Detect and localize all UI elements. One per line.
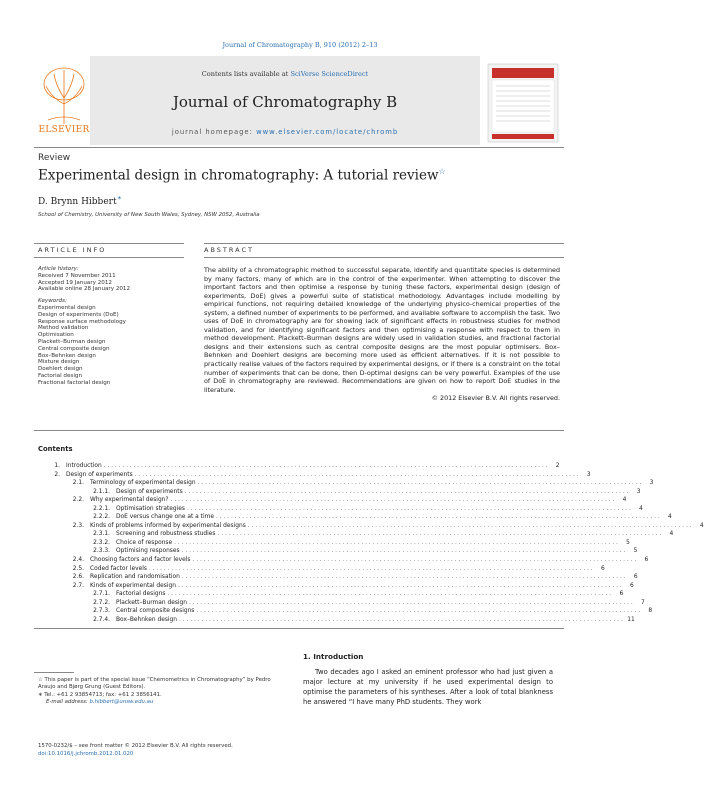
- article-info-block: [38, 266, 188, 387]
- toc-entry[interactable]: [38, 488, 641, 497]
- footnotes: [38, 677, 286, 707]
- toc-entry-number: 2.7.1.: [93, 591, 110, 598]
- journal-title: Journal of Chromatography B: [172, 93, 398, 111]
- toc-leader-dots: . . . . . . . . . . . . . . . . . . . . . . . . . . . . . . . . . . . . . . . . . . . . . . . . . . . . . . . . . . . . . . . . . . . . . . . . . . . . . . . . . . . . . . . . . . . . . . . . . . . . . . . . . . . . . . . . . . . . . . .: [197, 480, 642, 487]
- toc-entry-label: Central composite designs: [116, 608, 195, 615]
- toc-entry-page: 6: [644, 557, 649, 564]
- homepage-link[interactable]: www.elsevier.com/locate/chromb: [256, 128, 399, 136]
- toc-leader-dots: . . . . . . . . . . . . . . . . . . . . . . . . . . . . . . . . . . . . . . . . . . . . . . . . . . . . . . . . . . . . . . . . . . . . . . . . . . . . . . . . . . . . . . . . . . . . . . . . . . . . . . . . . . . . . . . . . . . . . . .: [181, 548, 626, 555]
- email-label: E-mail address:: [46, 699, 90, 706]
- introduction-heading: 1. Introduction: [303, 652, 364, 661]
- author-affiliation: School of Chemistry, University of New South Wales, Sydney, NSW 2052, Australia: [38, 212, 260, 218]
- toc-entry-number: 2.5.: [72, 565, 84, 572]
- toc-entry-page: 3: [586, 471, 591, 478]
- table-of-contents: [38, 462, 704, 624]
- toc-entry-number: 2.7.2.: [93, 599, 110, 606]
- article-info-heading: ARTICLE INFO: [38, 246, 107, 254]
- toc-leader-dots: . . . . . . . . . . . . . . . . . . . . . . . . . . . . . . . . . . . . . . . . . . . . . . . . . . . . . . . . . . . . . . . . . . . . . . . . . . . . . . . . . . . . . . . . . . . . . . . . . . . . . . . . . . . . . . . . . . . . . . .: [215, 514, 660, 521]
- keyword-item: Fractional factorial design: [38, 379, 111, 386]
- footnote-special-issue: ☆ This paper is part of the special issue “Chemometrics in Chromatography” by Pedro Araujo and Bjørg Grung (Guest Editors).: [38, 677, 271, 691]
- toc-entry[interactable]: [38, 582, 634, 591]
- toc-entry[interactable]: [38, 616, 635, 625]
- toc-entry-label: Design of experiments: [66, 471, 133, 478]
- history-accepted: Accepted 19 January 2012: [38, 279, 112, 286]
- toc-entry-label: Kinds of experimental design: [90, 582, 176, 589]
- history-label: Article history:: [38, 266, 79, 272]
- toc-leader-dots: . . . . . . . . . . . . . . . . . . . . . . . . . . . . . . . . . . . . . . . . . . . . . . . . . . . . . . . . . . . . . . . . . . . . . . . . . . . . . . . . . . . . . . . . . . . . . . . . . . . . . . . . . . . . . . . . . . . . . . .: [181, 574, 626, 581]
- toc-entry-page: 3: [649, 480, 654, 487]
- toc-entry-page: 6: [633, 574, 638, 581]
- header-rule: [34, 147, 564, 148]
- toc-entry-number: 2.7.4.: [93, 616, 110, 623]
- toc-entry-label: Terminology of experimental design: [90, 480, 196, 487]
- toc-entry-number: 2.1.: [72, 480, 84, 487]
- issn-line: 1570-0232/$ – see front matter © 2012 Elsevier B.V. All rights reserved.: [38, 743, 233, 749]
- toc-entry-page: 4: [668, 514, 672, 521]
- toc-entry-label: Optimising responses: [116, 548, 180, 555]
- toc-entry[interactable]: [38, 471, 591, 480]
- toc-entry-label: Design of experiments: [116, 488, 183, 495]
- toc-entry-number: 2.1.1.: [93, 488, 110, 495]
- journal-cover-image: [488, 64, 558, 142]
- toc-leader-dots: . . . . . . . . . . . . . . . . . . . . . . . . . . . . . . . . . . . . . . . . . . . . . . . . . . . . . . . . . . . . . . . . . . . . . . . . . . . . . . . . . . . . . . . . . . . . . . . . . . . . . . . . . . . . . . . . . . . . . . .: [189, 599, 633, 606]
- toc-entry-label: Choosing factors and factor levels: [90, 557, 191, 564]
- footnote-contact: ∗ Tel.: +61 2 93854713; fax: +61 2 3856141.: [38, 691, 162, 698]
- toc-leader-dots: . . . . . . . . . . . . . . . . . . . . . . . . . . . . . . . . . . . . . . . . . . . . . . . . . . . . . . . . . . . . . . . . . . . . . . . . . . . . . . . . . . . . . . . . . . . . . . . . . . . . . . . . . . . . . . . . . . . . . . .: [134, 471, 579, 478]
- toc-entry-number: 2.2.: [72, 497, 84, 504]
- toc-entry-page: 4: [638, 505, 643, 512]
- toc-entry-label: Plackett–Burman design: [116, 599, 188, 606]
- toc-entry-page: 6: [619, 591, 624, 598]
- toc-entry[interactable]: [38, 565, 605, 574]
- contents-availability: [90, 70, 480, 78]
- toc-leader-dots: . . . . . . . . . . . . . . . . . . . . . . . . . . . . . . . . . . . . . . . . . . . . . . . . . . . . . . . . . . . . . . . . . . . . . . . . . . . . . . . . . . . . . . . . . . . . . . . . . . . . . . . . . . . . . . . . . . . . . . .: [103, 463, 548, 469]
- toc-entry-number: 2.4.: [72, 557, 84, 564]
- toc-leader-dots: . . . . . . . . . . . . . . . . . . . . . . . . . . . . . . . . . . . . . . . . . . . . . . . . . . . . . . . . . . . . . . . . . . . . . . . . . . . . . . . . . . . . . . . . . . . . . . . . . . . . . . . . . . . . . . . . . . . . . . .: [196, 608, 641, 615]
- toc-entry-number: 2.3.1.: [93, 531, 110, 538]
- toc-entry[interactable]: [38, 547, 638, 556]
- toc-entry-page: 11: [627, 616, 635, 623]
- article-author: [38, 193, 122, 207]
- toc-entry-page: 3: [636, 488, 641, 495]
- history-received: Received 7 November 2011: [38, 272, 116, 279]
- keyword-item: Central composite design: [38, 345, 110, 352]
- contents-prefix: Contents lists available at: [201, 70, 291, 78]
- toc-entry-label: Optimisation strategies: [116, 505, 185, 512]
- title-footnote-mark[interactable]: ☆: [438, 167, 446, 176]
- keyword-item: Experimental design: [38, 304, 96, 311]
- toc-leader-dots: . . . . . . . . . . . . . . . . . . . . . . . . . . . . . . . . . . . . . . . . . . . . . . . . . . . . . . . . . . . . . . . . . . . . . . . . . . . . . . . . . . . . . . . . . . . . . . . . . . . . . . . . . . . . . . . . . . . . . . .: [186, 505, 631, 512]
- introduction-text: Two decades ago I asked an eminent professor who had just given a major lecture at my university if he used experimental design to optimise the parameters of his syntheses. After a look of total blankness he answered “I have many PhD students. They work: [303, 668, 553, 706]
- abstract-bottom-rule: [34, 430, 564, 431]
- toc-entry-page: 7: [641, 599, 645, 606]
- toc-entry-page: 6: [630, 582, 634, 589]
- toc-leader-dots: . . . . . . . . . . . . . . . . . . . . . . . . . . . . . . . . . . . . . . . . . . . . . . . . . . . . . . . . . . . . . . . . . . . . . . . . . . . . . . . . . . . . . . . . . . . . . . . . . . . . . . . . . . . . . . . . . . . . . . .: [184, 488, 629, 495]
- keyword-item: Box–Behnken design: [38, 352, 96, 359]
- homepage-prefix: journal homepage:: [171, 128, 257, 136]
- bottom-metadata: [38, 743, 286, 758]
- toc-entry-number: 2.7.: [72, 582, 84, 589]
- toc-leader-dots: . . . . . . . . . . . . . . . . . . . . . . . . . . . . . . . . . . . . . . . . . . . . . . . . . . . . . . . . . . . . . . . . . . . . . . . . . . . . . . . . . . . . . . . . . . . . . . . . . . . . . . . . . . . . . . . . . . . . . . .: [148, 565, 593, 572]
- copyright-notice: © 2012 Elsevier B.V. All rights reserved.: [431, 394, 560, 403]
- toc-entry[interactable]: [38, 462, 560, 471]
- sciencedirect-link[interactable]: SciVerse ScienceDirect: [290, 70, 369, 78]
- toc-entry-label: Kinds of problems informed by experimental designs: [90, 522, 246, 529]
- toc-entry-label: Factorial designs: [116, 591, 166, 598]
- toc-entry-label: DoE versus change one at a time: [116, 514, 214, 521]
- keyword-item: Design of experiments (DoE): [38, 311, 119, 318]
- toc-entry[interactable]: [38, 513, 672, 522]
- article-section-label: Review: [38, 153, 71, 163]
- toc-entry[interactable]: [38, 496, 627, 505]
- keyword-item: Factorial design: [38, 372, 82, 379]
- toc-entry-label: Replication and randomisation: [90, 574, 180, 581]
- contents-heading: Contents: [38, 445, 73, 453]
- toc-entry[interactable]: [38, 522, 704, 531]
- toc-entry-number: 2.6.: [72, 574, 84, 581]
- toc-leader-dots: . . . . . . . . . . . . . . . . . . . . . . . . . . . . . . . . . . . . . . . . . . . . . . . . . . . . . . . . . . . . . . . . . . . . . . . . . . . . . . . . . . . . . . . . . . . . . . . . . . . . . . . . . . . . . . . . . . . . . . .: [177, 582, 622, 589]
- toc-entry-label: Coded factor levels: [90, 565, 147, 572]
- elsevier-tree-logo: [40, 64, 88, 126]
- toc-leader-dots: . . . . . . . . . . . . . . . . . . . . . . . . . . . . . . . . . . . . . . . . . . . . . . . . . . . . . . . . . . . . . . . . . . . . . . . . . . . . . . . . . . . . . . . . . . . . . . . . . . . . . . . . . . . . . . . . . . . . . . .: [192, 557, 637, 564]
- toc-entry[interactable]: [38, 479, 654, 488]
- toc-entry-page: 2: [555, 463, 560, 469]
- toc-entry-number: 2.: [54, 471, 60, 478]
- keyword-item: Method validation: [38, 325, 89, 332]
- toc-entry-number: 2.3.2.: [93, 539, 110, 546]
- toc-entry-number: 2.2.1.: [93, 505, 110, 512]
- toc-entry[interactable]: [38, 607, 653, 616]
- toc-entry-page: 5: [633, 548, 638, 555]
- keyword-item: Response surface methodology: [38, 318, 126, 325]
- toc-entry-label: Introduction: [66, 463, 102, 469]
- toc-entry-number: 2.3.3.: [93, 548, 110, 555]
- keyword-item: Doehlert design: [38, 366, 83, 373]
- footnote-rule: [34, 672, 74, 673]
- toc-entry-number: 2.3.: [72, 522, 84, 529]
- toc-entry-label: Choice of response: [116, 539, 173, 546]
- author-email-link[interactable]: b.hibbert@unsw.edu.au: [89, 699, 154, 706]
- toc-leader-dots: . . . . . . . . . . . . . . . . . . . . . . . . . . . . . . . . . . . . . . . . . . . . . . . . . . . . . . . . . . . . . . . . . . . . . . . . . . . . . . . . . . . . . . . . . . . . . . . . . . . . . . . . . . . . . . . . . . . . . . .: [167, 591, 612, 598]
- author-footnote-mark[interactable]: ∗: [116, 193, 122, 202]
- article-info-rule-top: [34, 243, 184, 244]
- keyword-item: Plackett–Burman design: [38, 338, 106, 345]
- toc-entry[interactable]: [38, 556, 649, 565]
- article-info-rule-bottom: [34, 257, 184, 258]
- toc-entry-page: 4: [622, 497, 627, 504]
- keyword-item: Optimisation: [38, 332, 74, 339]
- toc-entry-page: 5: [626, 539, 630, 546]
- abstract-heading: ABSTRACT: [204, 246, 254, 254]
- toc-entry[interactable]: [38, 539, 630, 548]
- keywords-label: Keywords:: [38, 298, 67, 305]
- toc-entry[interactable]: [38, 573, 638, 582]
- toc-leader-dots: . . . . . . . . . . . . . . . . . . . . . . . . . . . . . . . . . . . . . . . . . . . . . . . . . . . . . . . . . . . . . . . . . . . . . . . . . . . . . . . . . . . . . . . . . . . . . . . . . . . . . . . . . . . . . . . . . . . . . . .: [170, 497, 615, 504]
- toc-entry-page: 4: [699, 522, 704, 529]
- journal-homepage: [90, 128, 480, 136]
- toc-entry-number: 2.7.3.: [93, 608, 110, 615]
- publisher-name: ELSEVIER: [38, 125, 90, 135]
- toc-entry-page: 4: [669, 531, 674, 538]
- abstract-block: [204, 266, 560, 403]
- toc-leader-dots: . . . . . . . . . . . . . . . . . . . . . . . . . . . . . . . . . . . . . . . . . . . . . . . . . . . . . . . . . . . . . . . . . . . . . . . . . . . . . . . . . . . . . . . . . . . . . . . . . . . . . . . . . . . . . . . . . . . . . . .: [174, 539, 618, 546]
- abstract-text: The ability of a chromatographic method to successful separate, identify and quantitate species is determined by many factors, many of which are in the control of the experimenter. When attempting to discover the important factors and then optimise a response by tuning these factors, experimental design (design of experiments, DoE) gives a powerful suite of statistical methodology. Advantages include modelling by empirical functions, not requiring detailed knowledge of the underlying physico-chemical properties of the system, a defined number of experiments to be performed, and available software to accomplish the task. Two uses of DoE in chromatography are for showing lack of significant effects in robustness studies for method validation, and for identifying significant factors and then optimising a response with respect to them in method development. Plackett–Burman designs are widely used in validation studies, and fractional factorial designs and their extensions such as central composite designs are the most popular optimisers. Box–Behnken and Doehlert designs are becoming more used as efficient alternatives. If it is not possible to practically realise values of the factors required by experimental designs, or if there is a constraint on the total number of experiments that can be done, then D-optimal designs can be very powerful. Examples of the use of DoE in chromatography are reviewed. Recommendations are given on how to report DoE studies in the literature.: [204, 266, 560, 394]
- toc-entry[interactable]: [38, 599, 645, 608]
- abstract-rule-bottom: [204, 257, 564, 258]
- toc-leader-dots: . . . . . . . . . . . . . . . . . . . . . . . . . . . . . . . . . . . . . . . . . . . . . . . . . . . . . . . . . . . . . . . . . . . . . . . . . . . . . . . . . . . . . . . . . . . . . . . . . . . . . . . . . . . . . . . . . . . . . . .: [179, 616, 623, 623]
- toc-entry-label: Why experimental design?: [90, 497, 169, 504]
- keyword-item: Mixture design: [38, 359, 80, 366]
- footnote-email-line: [38, 699, 286, 706]
- toc-leader-dots: . . . . . . . . . . . . . . . . . . . . . . . . . . . . . . . . . . . . . . . . . . . . . . . . . . . . . . . . . . . . . . . . . . . . . . . . . . . . . . . . . . . . . . . . . . . . . . . . . . . . . . . . . . . . . . . . . . . . . . .: [217, 531, 662, 538]
- author-name: D. Brynn Hibbert: [38, 197, 117, 207]
- toc-entry[interactable]: [38, 590, 624, 599]
- toc-entry-page: 6: [600, 565, 605, 572]
- toc-entry[interactable]: [38, 505, 643, 514]
- toc-entry-label: Box–Behnken design: [116, 616, 177, 623]
- journal-citation[interactable]: Journal of Chromatography B, 910 (2012) 2–13: [222, 41, 378, 49]
- toc-entry-number: 1.: [54, 463, 60, 469]
- history-online: Available online 28 January 2012: [38, 286, 131, 293]
- keyword-list: [38, 305, 188, 387]
- doi-link[interactable]: doi:10.1016/j.jchromb.2012.01.020: [38, 750, 134, 757]
- contents-bottom-rule: [34, 628, 564, 629]
- toc-entry-page: 8: [648, 608, 653, 615]
- toc-entry-label: Screening and robustness studies: [116, 531, 216, 538]
- abstract-rule-top: [204, 243, 564, 244]
- article-title: [38, 167, 446, 184]
- toc-leader-dots: . . . . . . . . . . . . . . . . . . . . . . . . . . . . . . . . . . . . . . . . . . . . . . . . . . . . . . . . . . . . . . . . . . . . . . . . . . . . . . . . . . . . . . . . . . . . . . . . . . . . . . . . . . . . . . . . . . . . . . .: [247, 522, 692, 529]
- article-title-text: Experimental design in chromatography: A tutorial review: [38, 167, 439, 184]
- toc-entry[interactable]: [38, 530, 674, 539]
- toc-entry-number: 2.2.2.: [93, 514, 110, 521]
